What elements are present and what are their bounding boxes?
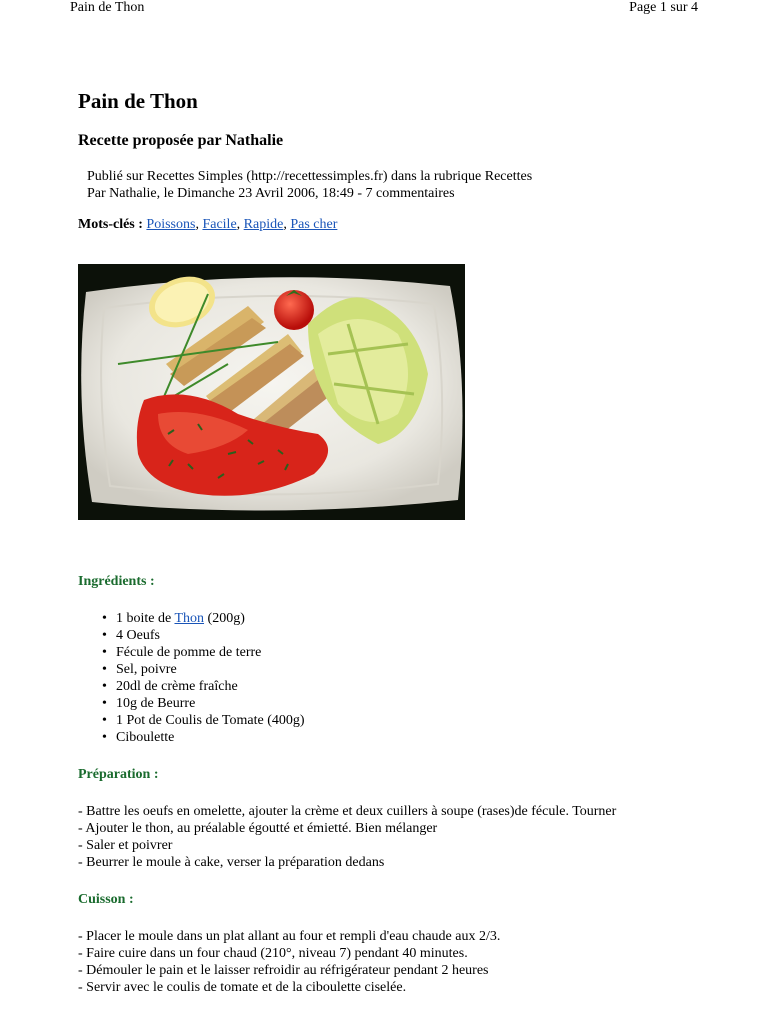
list-item — [102, 627, 718, 644]
bullet: • — [102, 645, 107, 660]
keyword-link-rapide[interactable]: Rapide — [243, 217, 284, 232]
header-page-indicator: Page 1 sur 4 — [629, 0, 698, 15]
keywords-line — [78, 216, 718, 233]
meta-published-line: Publié sur Recettes Simples (http://recettessimples.fr) dans la rubrique Recettes — [87, 169, 533, 184]
list-item — [102, 661, 718, 678]
ingredient-text: 4 Oeufs — [116, 628, 160, 643]
list-item — [102, 712, 718, 729]
keywords-label: Mots-clés : — [78, 217, 143, 232]
ingredient-text: Fécule de pomme de terre — [116, 645, 262, 660]
ingredient-text: 1 Pot de Coulis de Tomate (400g) — [116, 713, 305, 728]
bullet: • — [102, 662, 107, 677]
step-line: - Servir avec le coulis de tomate et de la ciboulette ciselée. — [78, 980, 407, 995]
list-item — [102, 729, 718, 746]
step-line: - Démouler le pain et le laisser refroidir au réfrigérateur pendant 2 heures — [78, 963, 489, 978]
keyword-link-pas-cher[interactable]: Pas cher — [290, 217, 338, 232]
meta-author-date-line: Par Nathalie, le Dimanche 23 Avril 2006, 18:49 - 7 commentaires — [87, 186, 455, 201]
bullet: • — [102, 713, 107, 728]
list-item — [102, 610, 718, 627]
list-item — [102, 644, 718, 661]
ingredient-text: Sel, poivre — [116, 662, 177, 677]
keyword-link-poissons[interactable]: Poissons — [146, 217, 196, 232]
print-header — [0, 0, 768, 18]
bullet: • — [102, 679, 107, 694]
step-line: - Faire cuire dans un four chaud (210°, niveau 7) pendant 40 minutes. — [78, 946, 468, 961]
step-line: - Beurrer le moule à cake, verser la préparation dedans — [78, 855, 385, 870]
bullet: • — [102, 611, 107, 626]
ingredient-text: 20dl de crème fraîche — [116, 679, 238, 694]
recipe-photo — [78, 264, 465, 520]
bullet: • — [102, 628, 107, 643]
keyword-link-facile[interactable]: Facile — [202, 217, 237, 232]
cuisson-title: Cuisson : — [78, 892, 134, 907]
step-line: - Placer le moule dans un plat allant au four et rempli d'eau chaude aux 2/3. — [78, 929, 501, 944]
publication-meta — [87, 168, 718, 202]
recipe-photo-illustration — [78, 264, 465, 520]
thon-link[interactable]: Thon — [174, 611, 205, 626]
article-content — [78, 86, 718, 996]
preparation-steps — [78, 803, 718, 871]
recipe-author-subtitle: Recette proposée par Nathalie — [78, 132, 284, 149]
step-line: - Battre les oeufs en omelette, ajouter la crème et deux cuillers à soupe (rases)de fécule. Tourner — [78, 804, 617, 819]
bullet: • — [102, 730, 107, 745]
keyword-separator: , — [236, 217, 244, 232]
step-line: - Ajouter le thon, au préalable égoutté et émietté. Bien mélanger — [78, 821, 438, 836]
header-doc-title: Pain de Thon — [70, 0, 145, 15]
ingredient-text: Ciboulette — [116, 730, 175, 745]
keyword-separator: , — [195, 217, 203, 232]
page-title: Pain de Thon — [78, 89, 198, 113]
ingredients-list — [78, 610, 718, 746]
ingredients-title: Ingrédients : — [78, 574, 155, 589]
step-line: - Saler et poivrer — [78, 838, 173, 853]
preparation-title: Préparation : — [78, 767, 159, 782]
keyword-separator: , — [283, 217, 291, 232]
cuisson-steps — [78, 928, 718, 996]
ingredient-prefix: 1 boite de — [116, 611, 175, 626]
list-item — [102, 678, 718, 695]
bullet: • — [102, 696, 107, 711]
ingredient-text: 10g de Beurre — [116, 696, 196, 711]
ingredient-suffix: (200g) — [204, 611, 245, 626]
list-item — [102, 695, 718, 712]
